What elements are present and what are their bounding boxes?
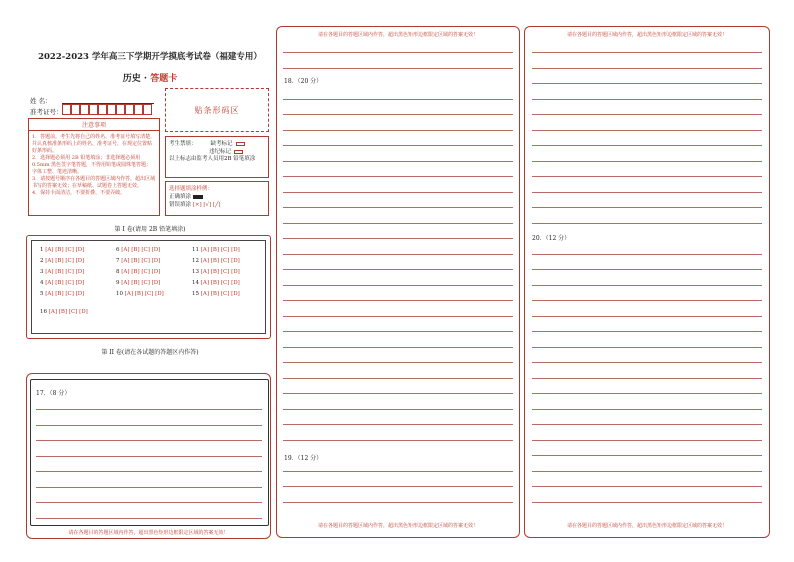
answer-options[interactable]: [A] [B] [C] [D] (200, 269, 240, 275)
answer-line[interactable] (283, 502, 513, 503)
panel-note: 请在各题目的答题区域内作答，超出黑色矩形边框限定区域的答案无效！ (566, 523, 727, 529)
choice-question[interactable] (40, 258, 84, 264)
answer-line[interactable] (532, 455, 762, 456)
answer-line[interactable] (532, 176, 762, 177)
answer-line[interactable] (532, 145, 762, 146)
answer-line[interactable] (532, 440, 762, 441)
question-number: 12 (192, 258, 199, 264)
proctor-note: 以上标志由监考人员用2B 铅笔填涂 (169, 156, 256, 162)
answer-line[interactable] (36, 518, 262, 519)
q19-label: 19．（12 分） (284, 455, 323, 462)
exam-title: 2022-2023 学年高三下学期开学摸底考试卷（福建专用） (38, 52, 262, 62)
question-number: 6 (116, 247, 120, 253)
choice-question[interactable] (116, 291, 164, 297)
answer-line[interactable] (283, 409, 513, 410)
violation-checkbox[interactable] (234, 150, 243, 154)
choice-question[interactable] (40, 269, 84, 275)
answer-line[interactable] (532, 378, 762, 379)
choice-question[interactable] (40, 309, 88, 315)
answer-line[interactable] (283, 269, 513, 270)
wrong-fill-samples: [×] [√] [╱] (192, 202, 221, 208)
answer-line[interactable] (532, 114, 762, 115)
violation-label: 违纪标记 (209, 149, 232, 155)
answer-line[interactable] (532, 285, 762, 286)
answer-line[interactable] (283, 145, 513, 146)
q17-label: 17．（8 分） (36, 390, 71, 397)
answer-line[interactable] (283, 362, 513, 363)
choice-answer-area (26, 235, 271, 339)
answer-options[interactable]: [A] [B] [C] [D] (200, 258, 240, 264)
answer-line[interactable] (532, 471, 762, 472)
choice-question[interactable] (40, 280, 84, 286)
panel-note: 请在各题目的答题区域内作答，超出黑色矩形边框限定区域的答案无效！ (68, 530, 229, 536)
answer-line[interactable] (283, 440, 513, 441)
answer-options[interactable]: [A] [B] [C] [D] (45, 247, 85, 253)
absent-label: 缺考标记 (210, 141, 233, 147)
question-number: 8 (116, 269, 120, 275)
answer-options[interactable]: [A] [B] [C] [D] (45, 280, 85, 286)
answer-options[interactable]: [A] [B] [C] [D] (45, 291, 85, 297)
answer-line[interactable] (36, 456, 262, 457)
question-number: 14 (192, 280, 199, 286)
answer-line[interactable] (532, 331, 762, 332)
answer-line[interactable] (283, 316, 513, 317)
answer-line[interactable] (36, 440, 262, 441)
answer-line[interactable] (532, 393, 762, 394)
answer-options[interactable]: [A] [B] [C] [D] (45, 258, 85, 264)
proctor-mark-box (165, 136, 269, 178)
q17-answer-box (30, 379, 269, 526)
answer-line[interactable] (283, 238, 513, 239)
wrong-fill-label: 错误填涂 (169, 202, 192, 208)
answer-options[interactable]: [A] [B] [C] [D] (121, 280, 161, 286)
answer-line[interactable] (283, 285, 513, 286)
answer-line[interactable] (532, 347, 762, 348)
answer-options[interactable]: [A] [B] [C] [D] (121, 258, 161, 264)
choice-question[interactable] (192, 280, 240, 286)
notice-item: 1．答题前，考生先将自己的姓名、准考证号填写清楚，并认真核准条形码上的姓名、准考证号，在规定位置贴好条形码。 (32, 134, 156, 154)
answer-line[interactable] (36, 425, 262, 426)
answer-line[interactable] (283, 223, 513, 224)
answer-line[interactable] (532, 300, 762, 301)
choice-question[interactable] (116, 280, 160, 286)
answer-line[interactable] (532, 486, 762, 487)
answer-line[interactable] (283, 378, 513, 379)
question-number: 5 (40, 291, 44, 297)
answer-line[interactable] (283, 393, 513, 394)
notice-item: 3．请按题号顺序在各题目的答题区域内作答，超出区域书写的答案无效；在草稿纸、试题卷上答题无效。 (32, 176, 156, 189)
question-number: 10 (116, 291, 123, 297)
question-number: 1 (40, 247, 44, 253)
answer-line[interactable] (532, 99, 762, 100)
question-number: 13 (192, 269, 199, 275)
choice-question[interactable] (116, 258, 160, 264)
answer-line[interactable] (532, 52, 762, 53)
answer-line[interactable] (532, 316, 762, 317)
answer-line[interactable] (532, 502, 762, 503)
question-number: 2 (40, 258, 44, 264)
q18-label: 18．（20 分） (284, 78, 323, 85)
question-number: 3 (40, 269, 44, 275)
q20-label: 20．（12 分） (532, 235, 571, 242)
answer-options[interactable]: [A] [B] [C] [D] (200, 291, 240, 297)
answer-line[interactable] (532, 269, 762, 270)
notice-item: 2．选择题必须用 2B 铅笔填涂；非选择题必须用 0.5mm 黑色签字笔答题，不得用铅笔或圆珠笔答题；字体工整、笔迹清晰。 (32, 155, 152, 175)
answer-line[interactable] (532, 192, 762, 193)
answer-line[interactable] (283, 254, 513, 255)
answer-line[interactable] (532, 223, 762, 224)
section-1-title: 第 I 卷(请用 2B 铅笔填涂) (114, 226, 186, 233)
answer-line[interactable] (532, 161, 762, 162)
answer-line[interactable] (532, 83, 762, 84)
correct-fill-label: 正确填涂 (169, 194, 192, 200)
choice-question[interactable] (116, 247, 160, 253)
answer-line[interactable] (36, 487, 262, 488)
answer-line[interactable] (283, 486, 513, 487)
panel-right (524, 26, 770, 538)
notice-item: 4．保持卡面清洁，不要折叠、不要弄破。 (32, 190, 126, 196)
answer-line[interactable] (283, 347, 513, 348)
question-number: 7 (116, 258, 120, 264)
answer-line[interactable] (283, 192, 513, 193)
question-number: 9 (116, 280, 120, 286)
answer-line[interactable] (532, 409, 762, 410)
answer-options[interactable]: [A] [B] [C] [D] (200, 247, 240, 253)
subject-name: 历史 (122, 74, 141, 84)
answer-line[interactable] (36, 502, 262, 503)
subject-separator: · (143, 74, 148, 84)
notice-box (28, 118, 160, 216)
proctor-label: 考生禁填： (169, 141, 197, 147)
question-number: 11 (192, 247, 199, 253)
panel-note: 请在各题目的答题区域内作答，超出黑色矩形边框限定区域的答案无效！ (317, 32, 478, 38)
choice-grid (31, 240, 266, 334)
choice-question[interactable] (40, 291, 84, 297)
notice-header: 注意事项 (29, 119, 159, 131)
question-number: 4 (40, 280, 44, 286)
answer-options[interactable]: [A] [B] [C] [D] (124, 291, 164, 297)
answer-line[interactable] (283, 68, 513, 69)
choice-question[interactable] (116, 269, 160, 275)
panel-note: 请在各题目的答题区域内作答，超出黑色矩形边框限定区域的答案无效！ (566, 32, 727, 38)
name-label: 姓 名： (30, 97, 52, 105)
fill-example-box (165, 181, 269, 216)
answer-line[interactable] (283, 52, 513, 53)
choice-question[interactable] (40, 247, 84, 253)
id-number-cells[interactable] (62, 104, 152, 115)
fill-example-title: 选择题填涂样例： (169, 186, 214, 192)
correct-fill-sample (193, 195, 203, 199)
sheet-label: 答题卡 (150, 74, 178, 84)
choice-question[interactable] (192, 247, 240, 253)
choice-question[interactable] (192, 291, 240, 297)
answer-line[interactable] (283, 331, 513, 332)
answer-line[interactable] (283, 176, 513, 177)
question-number: 15 (192, 291, 199, 297)
answer-line[interactable] (283, 114, 513, 115)
subject-heading (30, 71, 270, 84)
panel-note: 请在各题目的答题区域内作答，超出黑色矩形边框限定区域的答案无效！ (317, 523, 478, 529)
answer-options[interactable]: [A] [B] [C] [D] (48, 309, 88, 315)
answer-options[interactable]: [A] [B] [C] [D] (121, 247, 161, 253)
answer-options[interactable]: [A] [B] [C] [D] (45, 269, 85, 275)
choice-question[interactable] (192, 258, 240, 264)
barcode-area: 贴条形码区 (165, 88, 269, 132)
answer-line[interactable] (283, 424, 513, 425)
answer-line[interactable] (283, 130, 513, 131)
answer-line[interactable] (532, 130, 762, 131)
answer-line[interactable] (532, 424, 762, 425)
answer-options[interactable]: [A] [B] [C] [D] (121, 269, 161, 275)
answer-line[interactable] (283, 207, 513, 208)
answer-line[interactable] (283, 99, 513, 100)
absent-checkbox[interactable] (236, 142, 245, 146)
answer-line[interactable] (283, 471, 513, 472)
answer-line[interactable] (36, 409, 262, 410)
choice-question[interactable] (192, 269, 240, 275)
answer-options[interactable]: [A] [B] [C] [D] (200, 280, 240, 286)
answer-line[interactable] (532, 207, 762, 208)
answer-line[interactable] (283, 300, 513, 301)
answer-line[interactable] (532, 68, 762, 69)
answer-line[interactable] (283, 161, 513, 162)
section-2-title: 第 II 卷(请在各试题的答题区内作答) (101, 349, 199, 356)
answer-line[interactable] (532, 362, 762, 363)
question-number: 16 (40, 309, 47, 315)
id-label: 准考证号： (30, 108, 63, 116)
answer-line[interactable] (532, 254, 762, 255)
answer-line[interactable] (36, 471, 262, 472)
